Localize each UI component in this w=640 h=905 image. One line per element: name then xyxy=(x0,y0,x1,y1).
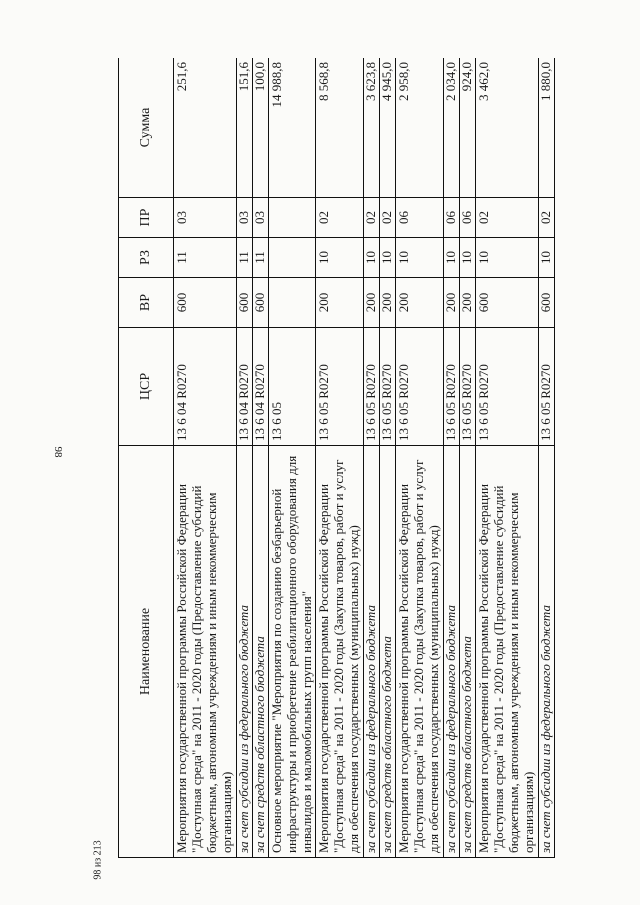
cell-csr: 13 6 05 R0270 xyxy=(475,328,538,446)
cell-rz xyxy=(268,238,316,278)
cell-name: за счет субсидии из федерального бюджета xyxy=(443,446,459,858)
cell-csr: 13 6 04 R0270 xyxy=(236,328,252,446)
table-row xyxy=(268,58,316,858)
table-header-row xyxy=(119,58,174,858)
header-sum: Сумма xyxy=(119,58,174,198)
cell-pr: 02 xyxy=(364,198,380,238)
cell-rz: 10 xyxy=(316,238,364,278)
cell-sum: 4 945,0 xyxy=(380,58,396,198)
cell-csr: 13 6 05 xyxy=(268,328,316,446)
table-row xyxy=(252,58,268,858)
cell-pr: 06 xyxy=(443,198,459,238)
cell-rz: 10 xyxy=(443,238,459,278)
cell-rz: 10 xyxy=(459,238,475,278)
rotated-table-container xyxy=(118,58,608,858)
cell-rz: 10 xyxy=(396,238,444,278)
cell-rz: 11 xyxy=(252,238,268,278)
cell-rz: 10 xyxy=(364,238,380,278)
cell-name: за счет субсидии из федерального бюджета xyxy=(364,446,380,858)
cell-vr: 200 xyxy=(396,278,444,328)
cell-csr: 13 6 04 R0270 xyxy=(252,328,268,446)
cell-rz: 11 xyxy=(174,238,237,278)
cell-pr: 03 xyxy=(252,198,268,238)
cell-sum: 14 988,8 xyxy=(268,58,316,198)
cell-name: за счет субсидии из федерального бюджета xyxy=(538,446,554,858)
cell-csr: 13 6 05 R0270 xyxy=(364,328,380,446)
cell-sum: 3 462,0 xyxy=(475,58,538,198)
table-row xyxy=(174,58,237,858)
cell-name: Основное мероприятие "Мероприятия по созданию безбарьерной инфраструктуры и приобретение реабилитационного оборудования для инвалидов и маломобильных групп населения" xyxy=(268,446,316,858)
cell-sum: 100,0 xyxy=(252,58,268,198)
cell-pr: 02 xyxy=(475,198,538,238)
table-row xyxy=(538,58,554,858)
table-row xyxy=(364,58,380,858)
table-row xyxy=(443,58,459,858)
cell-rz: 10 xyxy=(538,238,554,278)
cell-name: за счет средств областного бюджета xyxy=(459,446,475,858)
cell-vr: 200 xyxy=(443,278,459,328)
cell-vr xyxy=(268,278,316,328)
cell-name: за счет субсидии из федерального бюджета xyxy=(236,446,252,858)
budget-table xyxy=(118,58,555,858)
cell-name: Мероприятия государственной программы Российской Федерации "Доступная среда" на 2011 - 2020 годы (Закупка товаров, работ и услуг для обеспечения государственных (муниципальных) нужд) xyxy=(316,446,364,858)
cell-csr: 13 6 05 R0270 xyxy=(316,328,364,446)
header-rz: РЗ xyxy=(119,238,174,278)
cell-pr: 02 xyxy=(380,198,396,238)
cell-vr: 600 xyxy=(252,278,268,328)
header-pr: ПР xyxy=(119,198,174,238)
cell-pr xyxy=(268,198,316,238)
cell-sum: 3 623,8 xyxy=(364,58,380,198)
page-footer: 98 из 213 xyxy=(92,840,104,880)
cell-rz: 10 xyxy=(380,238,396,278)
cell-csr: 13 6 05 R0270 xyxy=(459,328,475,446)
table-row xyxy=(236,58,252,858)
cell-pr: 06 xyxy=(396,198,444,238)
cell-vr: 200 xyxy=(316,278,364,328)
header-name: Наименование xyxy=(119,446,174,858)
cell-sum: 924,0 xyxy=(459,58,475,198)
cell-name: Мероприятия государственной программы Российской Федерации "Доступная среда" на 2011 - 2020 годы (Предоставление субсидий бюджетным, автономным учреждениям и иным некоммерческим организациям) xyxy=(174,446,237,858)
cell-sum: 151,6 xyxy=(236,58,252,198)
cell-vr: 200 xyxy=(459,278,475,328)
cell-vr: 600 xyxy=(538,278,554,328)
cell-csr: 13 6 05 R0270 xyxy=(538,328,554,446)
cell-vr: 200 xyxy=(380,278,396,328)
cell-vr: 600 xyxy=(236,278,252,328)
cell-csr: 13 6 05 R0270 xyxy=(380,328,396,446)
cell-rz: 10 xyxy=(475,238,538,278)
cell-name: Мероприятия государственной программы Российской Федерации "Доступная среда" на 2011 - 2020 годы (Закупка товаров, работ и услуг для обеспечения государственных (муниципальных) нужд) xyxy=(396,446,444,858)
cell-sum: 2 034,0 xyxy=(443,58,459,198)
cell-name: за счет средств областного бюджета xyxy=(252,446,268,858)
header-csr: ЦСР xyxy=(119,328,174,446)
cell-name: за счет средств областного бюджета xyxy=(380,446,396,858)
cell-sum: 2 958,0 xyxy=(396,58,444,198)
page-number: 98 xyxy=(52,446,64,458)
cell-rz: 11 xyxy=(236,238,252,278)
table-body xyxy=(174,58,555,858)
cell-csr: 13 6 05 R0270 xyxy=(396,328,444,446)
cell-pr: 02 xyxy=(538,198,554,238)
cell-vr: 600 xyxy=(475,278,538,328)
cell-sum: 1 880,0 xyxy=(538,58,554,198)
cell-pr: 03 xyxy=(236,198,252,238)
cell-sum: 251,6 xyxy=(174,58,237,198)
cell-vr: 600 xyxy=(174,278,237,328)
cell-sum: 8 568,8 xyxy=(316,58,364,198)
table-row xyxy=(459,58,475,858)
table-row xyxy=(316,58,364,858)
cell-pr: 02 xyxy=(316,198,364,238)
cell-pr: 06 xyxy=(459,198,475,238)
cell-pr: 03 xyxy=(174,198,237,238)
document-page xyxy=(118,58,608,858)
table-row xyxy=(380,58,396,858)
cell-csr: 13 6 04 R0270 xyxy=(174,328,237,446)
table-row xyxy=(396,58,444,858)
cell-csr: 13 6 05 R0270 xyxy=(443,328,459,446)
cell-name: Мероприятия государственной программы Российской Федерации "Доступная среда" на 2011 - 2020 годы (Предоставление субсидий бюджетным, автономным учреждениям и иным некоммерческим организациям) xyxy=(475,446,538,858)
header-vr: ВР xyxy=(119,278,174,328)
cell-vr: 200 xyxy=(364,278,380,328)
table-row xyxy=(475,58,538,858)
